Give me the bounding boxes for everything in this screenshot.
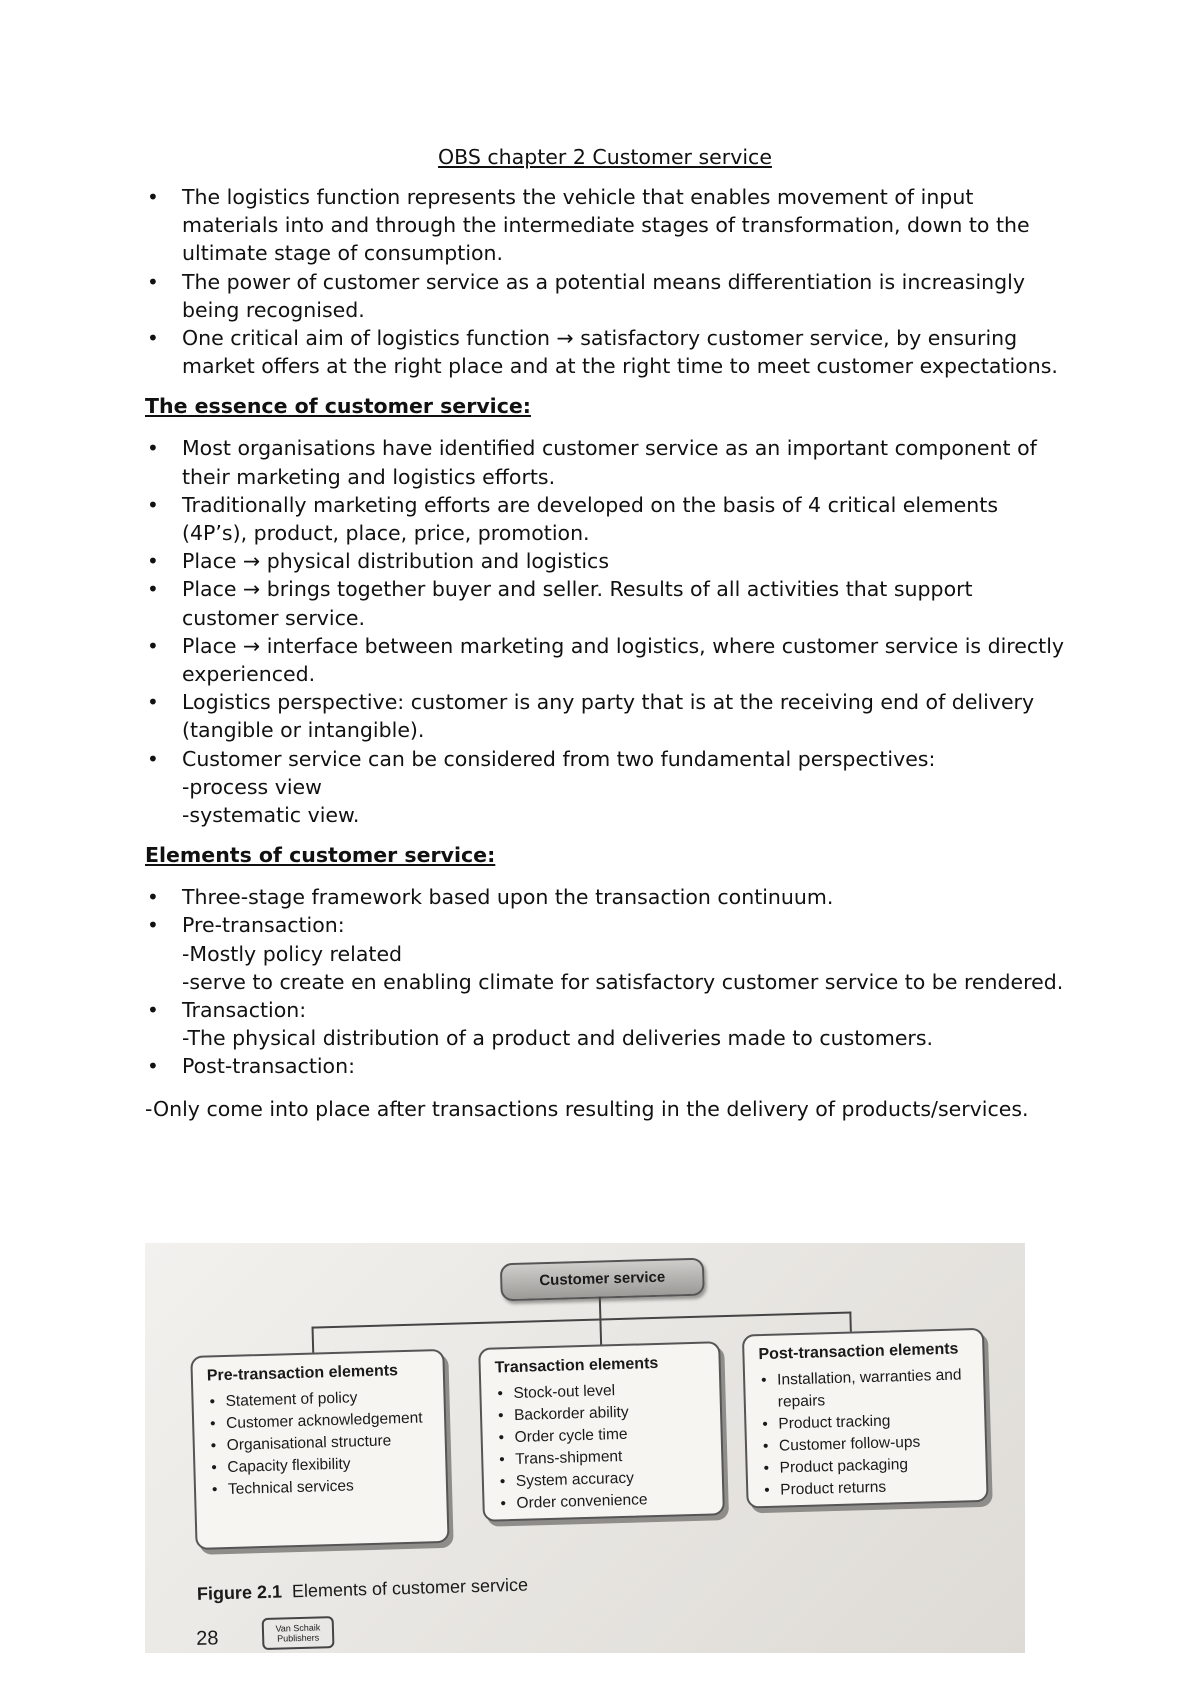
figure-caption-text: Elements of customer service [291,1574,529,1602]
pre-transaction-list [207,1385,432,1501]
bullet-icon: • [147,577,159,602]
sub-line: -serve to create en enabling climate for satisfactory customer service to be rendered. [182,969,1064,994]
bullet-icon: • [147,549,159,574]
transaction-title: Transaction elements [494,1354,659,1377]
list-item: • Customer acknowledgement [208,1407,431,1435]
page-title: OBS chapter 2 Customer service [438,145,772,169]
list-item: • Transaction: -The physical distribution of a product and deliveries made to customers. [145,996,1065,1052]
elements-heading: Elements of customer service: [145,843,496,868]
list-item: • Place → brings together buyer and seller. Results of all activities that support customer service. [147,577,973,630]
document-body [145,143,1065,1123]
list-item: • Installation, warranties and repairs [759,1364,970,1414]
list-item: • Most organisations have identified customer service as an important component of their marketing and logistics efforts. [147,436,1037,489]
customer-service-box: Customer service [500,1258,705,1302]
bullet-icon: • [147,913,159,938]
page-number: 28 [195,1627,219,1650]
bullet-icon: • [147,492,159,517]
connector-left [312,1327,315,1353]
list-item: • Organisational structure [209,1429,432,1457]
bullet-icon: • [147,746,159,771]
list-item: • Order cycle time [496,1422,707,1450]
bullet-icon: • [147,1054,159,1079]
connector-middle [599,1318,602,1344]
closing-paragraph: -Only come into place after transactions resulting in the delivery of products/services. [145,1096,1029,1121]
intro-list [145,183,1065,380]
list-item: • Customer follow-ups [761,1430,972,1458]
bullet-icon: • [147,998,159,1023]
connector-horizontal [312,1312,852,1329]
bullet-icon: • [147,269,159,294]
figure-caption [197,1575,529,1605]
list-item: • Pre-transaction: -Mostly policy related -serve to create en enabling climate for satisfactory customer service to be rendered. [145,911,1065,996]
sub-line: -Mostly policy related [182,941,403,966]
post-transaction-box [742,1328,989,1509]
bullet-icon: • [147,885,159,910]
bullet-icon: • [147,436,159,461]
list-item: • The power of customer service as a potential means differentiation is increasingly being recognised. [147,269,1025,322]
list-item: • Product packaging [761,1452,972,1480]
list-item: • Traditionally marketing efforts are developed on the basis of 4 critical elements (4P’s), product, place, price, promotion. [147,492,998,546]
perspective-line: -systematic view. [182,803,360,828]
pre-transaction-box [190,1349,449,1550]
transaction-list [495,1378,709,1516]
elements-list [145,883,1065,1080]
list-item: • Three-stage framework based upon the transaction continuum. [145,883,1065,911]
figure-caption-label: Figure 2.1 [196,1581,283,1604]
list-item: • Product returns [762,1474,973,1502]
essence-list [145,434,1065,829]
connector-vertical [599,1297,602,1319]
essence-heading: The essence of customer service: [145,394,531,419]
list-item: • Backorder ability [496,1400,707,1428]
list-item: • One critical aim of logistics function → satisfactory customer service, by ensuring market offers at the right place and at the right time to meet customer expectations. [147,326,1058,379]
post-transaction-title: Post-transaction elements [758,1340,959,1364]
bullet-icon: • [147,326,159,351]
bullet-icon: • [147,690,159,715]
list-item: • Statement of policy [207,1385,430,1413]
list-item: • Post-transaction: [145,1052,1065,1080]
list-item: • Place → interface between marketing and logistics, where customer service is directly experienced. [147,633,1065,687]
list-item: • Technical services [210,1473,433,1501]
transaction-box [478,1341,725,1522]
pre-transaction-title: Pre-transaction elements [206,1362,399,1385]
sub-line: -The physical distribution of a product and deliveries made to customers. [182,1026,934,1051]
list-item: • Customer service can be considered from two fundamental perspectives: -process view -systematic view. [145,745,1065,830]
post-transaction-list [759,1364,973,1502]
list-item: • Order convenience [498,1488,709,1516]
list-item: • Trans-shipment [497,1444,708,1472]
list-item: • Capacity flexibility [209,1451,432,1479]
bullet-icon: • [147,633,159,658]
perspective-line: -process view [182,774,322,799]
list-item: • System accuracy [498,1466,709,1494]
list-item: • Product tracking [760,1408,971,1436]
connector-right [849,1312,852,1332]
list-item: • Logistics perspective: customer is any party that is at the receiving end of delivery (tangible or intangible). [147,690,1035,743]
list-item: • Place → physical distribution and logistics [145,547,1065,575]
list-item: • Stock-out level [495,1378,706,1406]
bullet-icon: • [147,185,159,209]
figure-diagram [145,1243,1025,1653]
figure-photo [145,1243,1025,1653]
publisher-logo: Van Schaik Publishers [262,1616,335,1650]
list-item: • The logistics function represents the vehicle that enables movement of input materials into and through the intermediate stages of transformation, down to the ultimate stage of consumption. [147,185,1030,266]
